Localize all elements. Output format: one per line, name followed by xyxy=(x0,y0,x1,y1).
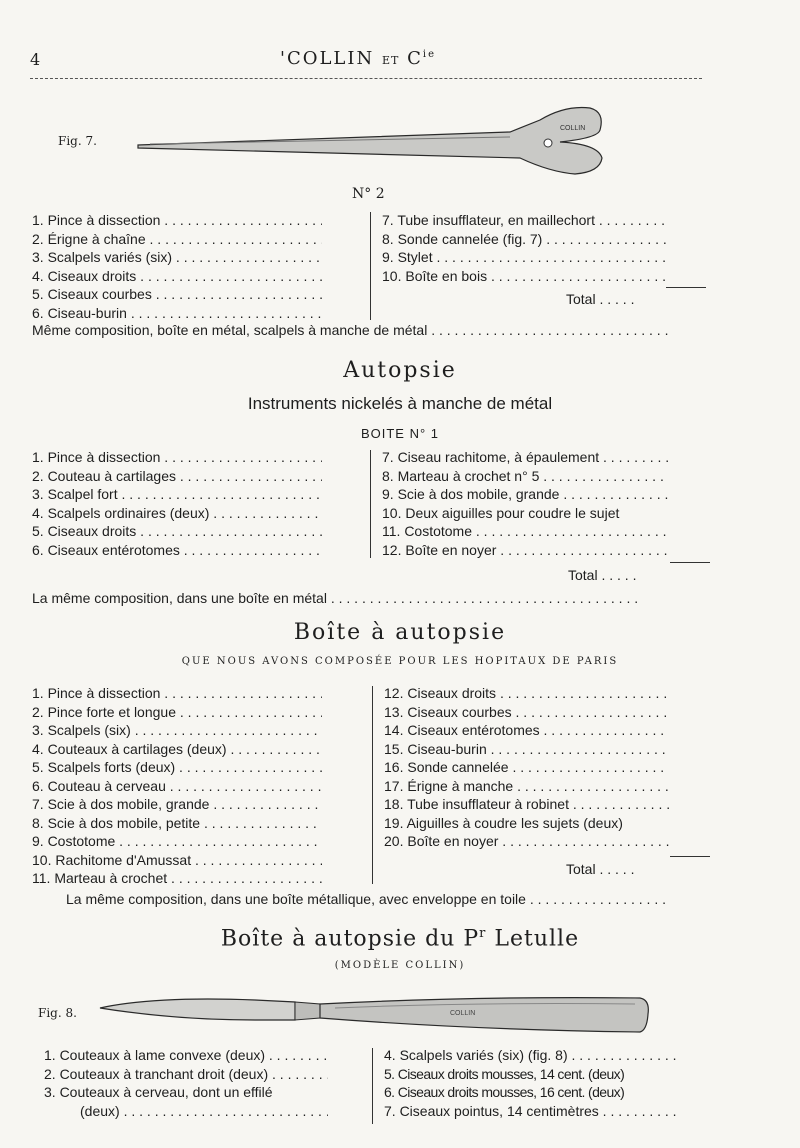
letulle-title-main: Boîte à autopsie du P xyxy=(220,926,480,952)
list-item: 2. Pince forte et longue . . . xyxy=(32,703,322,722)
letulle-left-list xyxy=(44,1046,328,1120)
list-item: 10. Boîte en bois . . . xyxy=(382,267,669,286)
list-item: 3. Scalpels (six) . . . xyxy=(32,721,322,740)
list-item: 4. Scalpels ordinaires (deux) . . . xyxy=(32,504,322,523)
list-item: 7. Ciseau rachitome, à épaulement . . . xyxy=(382,448,669,467)
fig7-label: Fig. 7. xyxy=(58,134,97,148)
list-item: 4. Scalpels variés (six) (fig. 8) . . . xyxy=(384,1046,676,1065)
fig8-label: Fig. 8. xyxy=(38,1006,77,1020)
list-item: 3. Scalpels variés (six) . . . xyxy=(32,248,322,267)
list-item: 18. Tube insufflateur à robinet . . . xyxy=(384,795,669,814)
list-item: 12. Boîte en noyer . . . xyxy=(382,541,669,560)
kit-n2-left-list xyxy=(32,211,322,322)
autopsie-title: Autopsie xyxy=(343,358,457,383)
list-item: 3. Scalpel fort . . . xyxy=(32,485,322,504)
list-item: 17. Érigne à manche . . . xyxy=(384,777,669,796)
autopsie-total: Total . . . xyxy=(568,567,636,583)
list-item: 3. Couteaux à cerveau, dont un effilé xyxy=(44,1084,273,1100)
list-item: 9. Costotome . . . xyxy=(32,832,322,851)
list-item: 5. Ciseaux droits . . . xyxy=(32,522,322,541)
header-et: ET xyxy=(381,54,400,67)
list-item: 13. Ciseaux courbes . . . xyxy=(384,703,669,722)
list-item: 14. Ciseaux entérotomes . . . xyxy=(384,721,669,740)
page-number: 4 xyxy=(30,50,41,69)
letulle-title-sup: r xyxy=(479,926,487,941)
list-item: 1. Pince à dissection . . . xyxy=(32,211,322,230)
column-divider xyxy=(372,686,373,884)
kit-n2-variant: Même composition, boîte en métal, scalpels à manche de métal . . . xyxy=(32,322,668,338)
list-item: 6. Ciseau-burin . . . xyxy=(32,304,322,323)
total-rule xyxy=(670,562,710,563)
list-item: 11. Costotome . . . xyxy=(382,522,669,541)
brand-name: COLLIN xyxy=(286,48,375,69)
kit-n2-right-list xyxy=(382,211,669,285)
letulle-title-end: Letulle xyxy=(486,926,580,952)
list-item: 2. Érigne à chaîne . . . xyxy=(32,230,322,249)
kit-n2-title: N° 2 xyxy=(352,186,385,202)
fig8-engraving: COLLIN xyxy=(450,1010,476,1017)
column-divider xyxy=(370,212,371,320)
list-item: 10. Deux aiguilles pour coudre le sujet xyxy=(382,504,620,521)
list-item: 7. Tube insufflateur, en maillechort . . . xyxy=(382,211,669,230)
list-item: 11. Marteau à crochet . . . xyxy=(32,869,322,888)
fig7-engraving: COLLIN xyxy=(560,125,586,132)
list-item: 5. Scalpels forts (deux) . . . xyxy=(32,758,322,777)
list-item: 6. Ciseaux droits mousses, 16 cent. (deux) xyxy=(384,1084,625,1100)
list-item: 6. Couteau à cerveau . . . xyxy=(32,777,322,796)
list-item: 2. Couteau à cartilages . . . xyxy=(32,467,322,486)
list-item: 19. Aiguilles à coudre les sujets (deux) xyxy=(384,814,623,831)
letulle-title xyxy=(0,926,800,951)
running-header: 'COLLIN ET $C^{ie}$ xyxy=(280,48,436,69)
column-divider xyxy=(370,450,371,558)
list-item: 20. Boîte en noyer . . . xyxy=(384,832,669,851)
list-item: 5. Ciseaux courbes . . . xyxy=(32,285,322,304)
header-co-sup: ie xyxy=(422,49,436,60)
list-item: 10. Rachitome d'Amussat . . . xyxy=(32,851,322,870)
list-item: 15. Ciseau-burin . . . xyxy=(384,740,669,759)
autopsie-variant: La même composition, dans une boîte en métal . . . xyxy=(32,590,668,606)
list-item: 1. Pince à dissection . . . xyxy=(32,448,322,467)
header-co: C xyxy=(407,48,423,69)
autopsie-left-list xyxy=(32,448,322,559)
kit-n2-total: Total . . . xyxy=(566,291,634,307)
boite-autopsie-title: Boîte à autopsie xyxy=(293,620,507,645)
boite-autopsie-total: Total . . . xyxy=(566,861,634,877)
list-item: 7. Ciseaux pointus, 14 centimètres . . . xyxy=(384,1102,676,1121)
list-item: 8. Scie à dos mobile, petite . . . xyxy=(32,814,322,833)
list-item: 9. Scie à dos mobile, grande . . . xyxy=(382,485,669,504)
total-rule xyxy=(666,287,706,288)
list-item: 16. Sonde cannelée . . . xyxy=(384,758,669,777)
boite-autopsie-variant: La même composition, dans une boîte métallique, avec enveloppe en toile . . . xyxy=(66,891,670,907)
list-item: 4. Ciseaux droits . . . xyxy=(32,267,322,286)
list-item: 12. Ciseaux droits . . . xyxy=(384,684,669,703)
autopsie-box: BOITE N° 1 xyxy=(360,426,440,441)
list-item: (deux) . . . xyxy=(44,1102,328,1121)
boite-autopsie-left-list xyxy=(32,684,322,888)
total-rule xyxy=(670,856,710,857)
list-item: 6. Ciseaux entérotomes . . . xyxy=(32,541,322,560)
list-item: 1. Pince à dissection . . . xyxy=(32,684,322,703)
autopsie-right-list xyxy=(382,448,669,559)
list-item: 8. Sonde cannelée (fig. 7) . . . xyxy=(382,230,669,249)
list-item: 9. Stylet . . . xyxy=(382,248,669,267)
list-item: 8. Marteau à crochet n° 5 . . . xyxy=(382,467,669,486)
letulle-subtitle: (MODÈLE COLLIN) xyxy=(334,960,466,971)
list-item: 4. Couteaux à cartilages (deux) . . . xyxy=(32,740,322,759)
scalpel-illustration xyxy=(95,990,655,1040)
list-item: 5. Ciseaux droits mousses, 14 cent. (deux) xyxy=(384,1065,625,1082)
list-item: 7. Scie à dos mobile, grande . . . xyxy=(32,795,322,814)
list-item: 2. Couteaux à tranchant droit (deux) . . . xyxy=(44,1065,328,1084)
boite-autopsie-right-list xyxy=(384,684,669,851)
autopsie-subtitle: Instruments nickelés à manche de métal xyxy=(247,394,553,413)
header-rule xyxy=(30,78,702,79)
boite-autopsie-subtitle: QUE NOUS AVONS COMPOSÉE POUR LES HOPITAUX DE PARIS xyxy=(181,656,619,667)
probe-illustration xyxy=(120,100,610,180)
letulle-right-list xyxy=(384,1046,676,1120)
list-item: 1. Couteaux à lame convexe (deux) . . . xyxy=(44,1046,328,1065)
column-divider xyxy=(372,1048,373,1124)
